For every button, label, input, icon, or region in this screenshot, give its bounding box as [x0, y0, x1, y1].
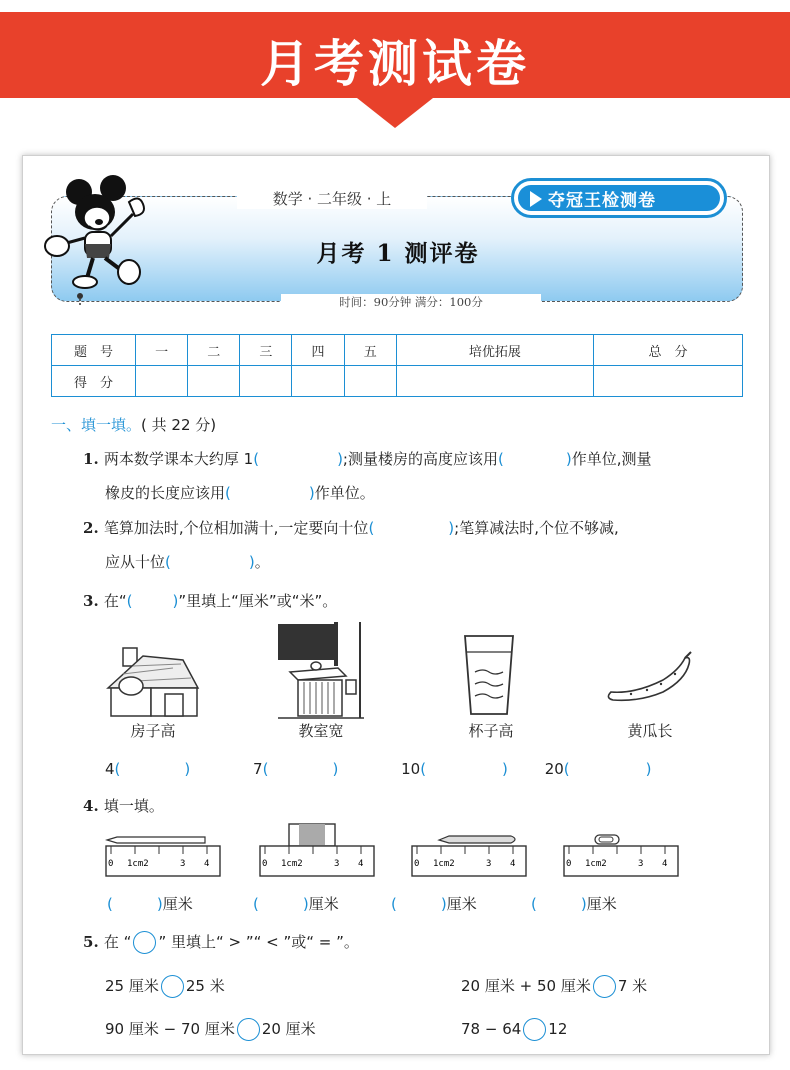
picture-caption: 房子高: [130, 722, 176, 740]
measure-value: 10: [401, 760, 421, 778]
water-glass-icon: [461, 632, 517, 718]
question-number: 3: [83, 592, 94, 610]
ruler-with-pencil: [105, 832, 223, 880]
exam-title: 月考 1 测评卷: [316, 240, 480, 267]
answer-blank[interactable]: ( ): [497, 450, 572, 468]
banner-arrow: [357, 98, 433, 128]
svg-text:4: 4: [358, 859, 364, 869]
question-text: ”里填上“厘米”或“米”。: [178, 592, 338, 610]
ruler-answer[interactable]: ( )厘米: [391, 895, 477, 913]
measure-value: 7: [253, 760, 263, 778]
compare-item: 20 厘米 + 50 厘米 7 米: [461, 969, 761, 1003]
svg-text:4: 4: [204, 859, 210, 869]
compare-circle[interactable]: [523, 1018, 546, 1041]
pencil-icon: [107, 837, 205, 843]
subject-label: 数学 · 二年级 · 上: [237, 188, 427, 209]
compare-item: 78 − 64 12: [461, 1012, 761, 1046]
q3-answers: [105, 752, 705, 786]
question-text: 橡皮的长度应该用: [105, 484, 226, 502]
table-header-cell: 四: [292, 335, 344, 366]
top-banner: [0, 12, 790, 112]
table-header-cell: 二: [188, 335, 240, 366]
svg-text:4: 4: [510, 859, 516, 869]
svg-text:4: 4: [662, 859, 668, 869]
classroom-desk-icon: [276, 622, 366, 720]
ruler-answer[interactable]: ( )厘米: [253, 895, 339, 913]
question-number: 4: [83, 797, 94, 815]
question-text: ;笔算减法时,个位不够减,: [454, 519, 619, 537]
answer-blank[interactable]: ( ): [114, 760, 191, 778]
answer-blank[interactable]: ( ): [262, 760, 339, 778]
table-header-cell: 五: [344, 335, 396, 366]
picture-caption: 黄瓜长: [627, 722, 673, 740]
svg-text:0: 0: [566, 859, 572, 869]
question-text: 填一填。: [103, 797, 164, 815]
picture-caption: 教室宽: [298, 722, 344, 740]
question-text: ” 里填上“ > ”“ < ”或“ = ”。: [158, 933, 359, 951]
question-text: 作单位,测量: [571, 450, 652, 468]
compare-circle[interactable]: [161, 975, 184, 998]
pen-icon: [439, 836, 515, 843]
svg-text:3: 3: [486, 859, 492, 869]
answer-blank[interactable]: ( ): [225, 484, 315, 502]
paren-example: ( ): [126, 592, 179, 610]
question-text: ;测量楼房的高度应该用: [342, 450, 498, 468]
question-text: 两本数学课本大约厚 1: [103, 450, 254, 468]
svg-text:1cm2: 1cm2: [433, 859, 455, 869]
question-number: 2: [83, 519, 94, 537]
svg-text:3: 3: [638, 859, 644, 869]
exam-body: [23, 156, 771, 1056]
measure-value: 20: [544, 760, 564, 778]
question-2: 2. 笔算加法时,个位相加满十,一定要向十位( );笔算减法时,个位不够减, 应从十位( )。: [83, 519, 619, 571]
ruler-answer[interactable]: ( )厘米: [531, 895, 617, 913]
banner-title: 月考测试卷: [260, 35, 530, 93]
svg-text:0: 0: [262, 859, 268, 869]
answer-blank[interactable]: ( ): [253, 450, 343, 468]
question-text: 。: [254, 553, 270, 571]
question-text: 作单位。: [314, 484, 375, 502]
svg-text:0: 0: [414, 859, 420, 869]
section-heading: 一、填一填。: [51, 416, 142, 434]
ruler-with-paperclip: [563, 832, 681, 880]
section-title: [51, 414, 216, 435]
svg-text:0: 0: [108, 859, 114, 869]
time-info: 时间：90分钟 满分：100分: [281, 294, 541, 310]
question-5: 5. 在 “ ” 里填上“ > ”“ < ”或“ = ”。: [83, 925, 753, 959]
question-text: 笔算加法时,个位相加满十,一定要向十位: [103, 519, 369, 537]
table-header-cell: 三: [240, 335, 292, 366]
circle-example: [133, 931, 156, 954]
compare-circle[interactable]: [593, 975, 616, 998]
table-header-cell: 培优拓展: [396, 335, 593, 366]
question-number: 1: [83, 450, 94, 468]
question-text: 应从十位: [105, 553, 166, 571]
question-text: 在“: [103, 592, 127, 610]
svg-text:3: 3: [334, 859, 340, 869]
question-3: 3. 在“( )”里填上“厘米”或“米”。: [83, 592, 338, 610]
ruler-with-eraser: [259, 822, 377, 880]
ruler-with-pen: [411, 832, 529, 880]
answer-blank[interactable]: ( ): [165, 553, 255, 571]
exam-paper: [22, 155, 770, 1055]
answer-blank[interactable]: ( ): [420, 760, 508, 778]
answer-blank[interactable]: ( ): [368, 519, 455, 537]
compare-item: 25 厘米 25 米: [105, 969, 405, 1003]
table-header-cell: 一: [136, 335, 188, 366]
measure-value: 4: [105, 760, 115, 778]
compare-item: 90 厘米 − 70 厘米 20 厘米: [105, 1012, 445, 1046]
svg-text:1cm2: 1cm2: [585, 859, 607, 869]
question-number: 5: [83, 933, 94, 951]
table-header-cell: 总 分: [594, 335, 743, 366]
cucumber-icon: [605, 650, 695, 702]
svg-text:1cm2: 1cm2: [281, 859, 303, 869]
brand-text: 夺冠王检测卷: [548, 191, 656, 211]
question-4: 4. 填一填。: [83, 797, 164, 815]
compare-circle[interactable]: [237, 1018, 260, 1041]
svg-text:3: 3: [180, 859, 186, 869]
question-text: 在 “: [103, 933, 132, 951]
ruler-answer[interactable]: ( )厘米: [107, 895, 193, 913]
section-points: ( 共 22 分): [141, 416, 217, 434]
score-row-label: 得 分: [52, 366, 136, 397]
house-icon: [103, 638, 203, 718]
table-header-cell: 题 号: [52, 335, 136, 366]
question-1: 1. 两本数学课本大约厚 1( );测量楼房的高度应该用( )作单位,测量 橡皮的长度应该用( )作单位。: [83, 450, 652, 502]
picture-caption: 杯子高: [468, 722, 514, 740]
svg-text:1cm2: 1cm2: [127, 859, 149, 869]
answer-blank[interactable]: ( ): [563, 760, 652, 778]
